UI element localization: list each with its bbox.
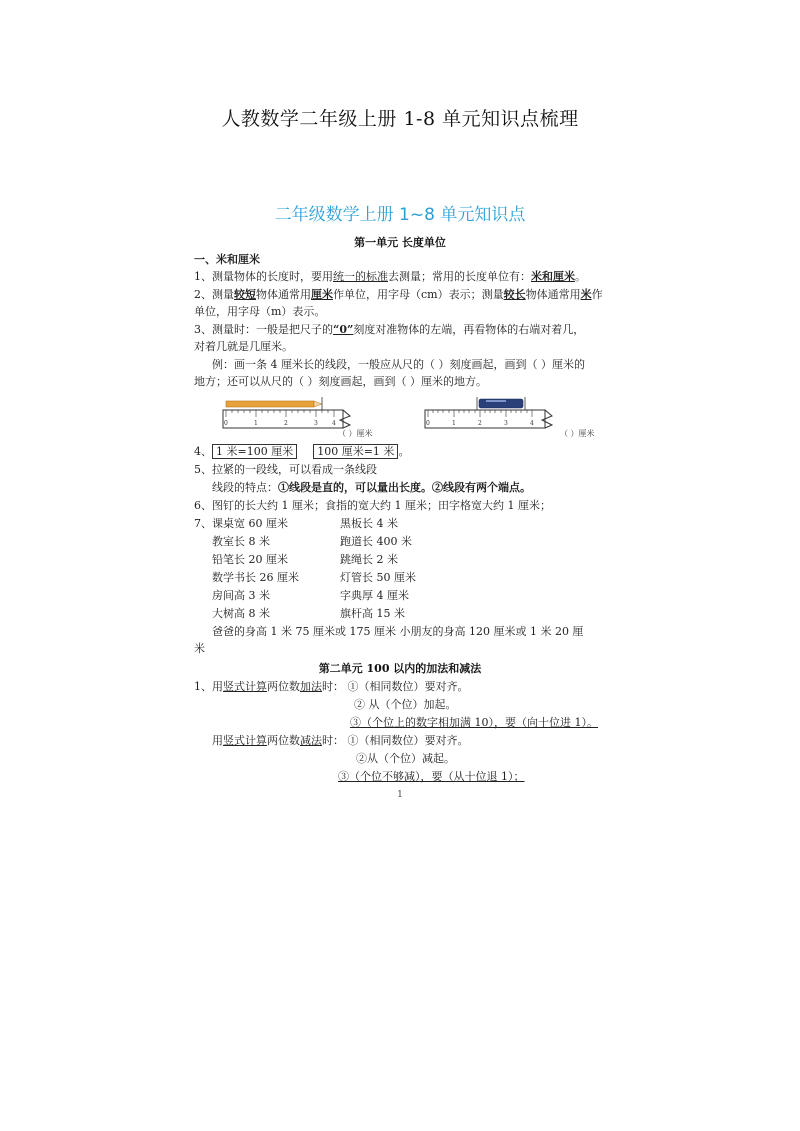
- list-item: 字典厚 4 厘米: [340, 589, 409, 602]
- list-item: 大树高 8 米: [212, 607, 270, 620]
- unit2-title: 第二单元 100 以内的加法和减法: [318, 662, 482, 675]
- item-6: 6、图钉的长大约 1 厘米；食指的宽大约 1 厘米；田字格宽大约 1 厘米；: [194, 499, 551, 512]
- document-title: 人教数学二年级上册 1-8 单元知识点梳理: [221, 108, 579, 130]
- item-2-cont: 单位，用字母（m）表示。: [194, 305, 326, 318]
- tick-label-0: 0: [426, 420, 430, 427]
- subtraction-step-3: ③（个位不够减），要（从十位退 1）；: [338, 770, 525, 783]
- tick-label-4: 4: [530, 420, 534, 427]
- list-item: 跑道长 400 米: [340, 535, 412, 548]
- item-2: 2、测量较短物体通常用厘米作单位，用字母（cm）表示；测量较长物体通常用米作: [194, 288, 603, 301]
- item-7-heights-cont: 米: [194, 642, 205, 655]
- unit1-title: 第一单元 长度单位: [354, 236, 446, 249]
- item-7-heights: 爸爸的身高 1 米 75 厘米或 175 厘米 小朋友的身高 120 厘米或 1 米 20 厘: [212, 625, 584, 638]
- tick-label-1: 1: [452, 420, 456, 427]
- example-line-2: 地方；还可以从尺的（ ）刻度画起，画到（ ）厘米的地方。: [194, 375, 487, 388]
- tick-label-2: 2: [284, 420, 288, 427]
- section-heading: 二年级数学上册 1~8 单元知识点: [274, 205, 526, 225]
- subtraction-rule: 用竖式计算两位数减法时： ①（相同数位）要对齐。: [212, 734, 469, 747]
- tick-label-1: 1: [254, 420, 258, 427]
- item-3-cont: 对着几就是几厘米。: [194, 340, 293, 353]
- ruler-pencil-figure: [222, 394, 402, 442]
- list-item: 房间高 3 米: [212, 589, 270, 602]
- tick-label-3: 3: [504, 420, 508, 427]
- pencil-tip: [314, 401, 322, 407]
- item-1: 1、测量物体的长度时，要用统一的标准去测量；常用的长度单位有：米和厘米。: [194, 270, 586, 283]
- tick-label-2: 2: [478, 420, 482, 427]
- addition-step-3: ③（个位上的数字相加满 10），要（向十位进 1）。: [350, 716, 598, 729]
- tick-label-3: 3: [314, 420, 318, 427]
- tick-label-4: 4: [332, 420, 336, 427]
- list-item: 铅笔长 20 厘米: [212, 553, 288, 566]
- example-line-1: 例：画一条 4 厘米长的线段，一般应从尺的（ ）刻度画起，画到（ ）厘米的: [212, 358, 585, 371]
- item-4: 4、 1 米=100 厘米 100 厘米=1 米 。: [194, 445, 410, 458]
- list-item: 教室长 8 米: [212, 535, 270, 548]
- ruler-body: [223, 410, 343, 428]
- ruler1-answer-label: （ ）厘米: [338, 429, 373, 438]
- tick-label-0: 0: [224, 420, 228, 427]
- ruler2-answer-label: （ ）厘米: [560, 429, 595, 438]
- item-5-segment-features: 线段的特点：①线段是直的，可以量出长度。②线段有两个端点。: [212, 481, 531, 494]
- list-item: 7、课桌宽 60 厘米: [194, 517, 288, 530]
- pencil: [226, 401, 314, 407]
- addition-step-2: ② 从（个位）加起。: [354, 698, 457, 711]
- page-number: 1: [397, 790, 403, 800]
- addition-rule: 1、用竖式计算两位数加法时： ①（相同数位）要对齐。: [194, 680, 469, 693]
- list-item: 灯管长 50 厘米: [340, 571, 416, 584]
- list-item: 旗杆高 15 米: [340, 607, 405, 620]
- item-3: 3、测量时：一般是把尺子的“0”刻度对准物体的左端，再看物体的右端对着几，: [194, 323, 585, 336]
- subtraction-step-2: ②从（个位）减起。: [356, 752, 455, 765]
- item-5: 5、拉紧的一段线，可以看成一条线段: [194, 463, 377, 476]
- section-meter-cm: 一、米和厘米: [194, 253, 260, 266]
- pen-clip: [486, 400, 506, 402]
- list-item: 黑板长 4 米: [340, 517, 398, 530]
- list-item: 跳绳长 2 米: [340, 553, 398, 566]
- list-item: 数学书长 26 厘米: [212, 571, 299, 584]
